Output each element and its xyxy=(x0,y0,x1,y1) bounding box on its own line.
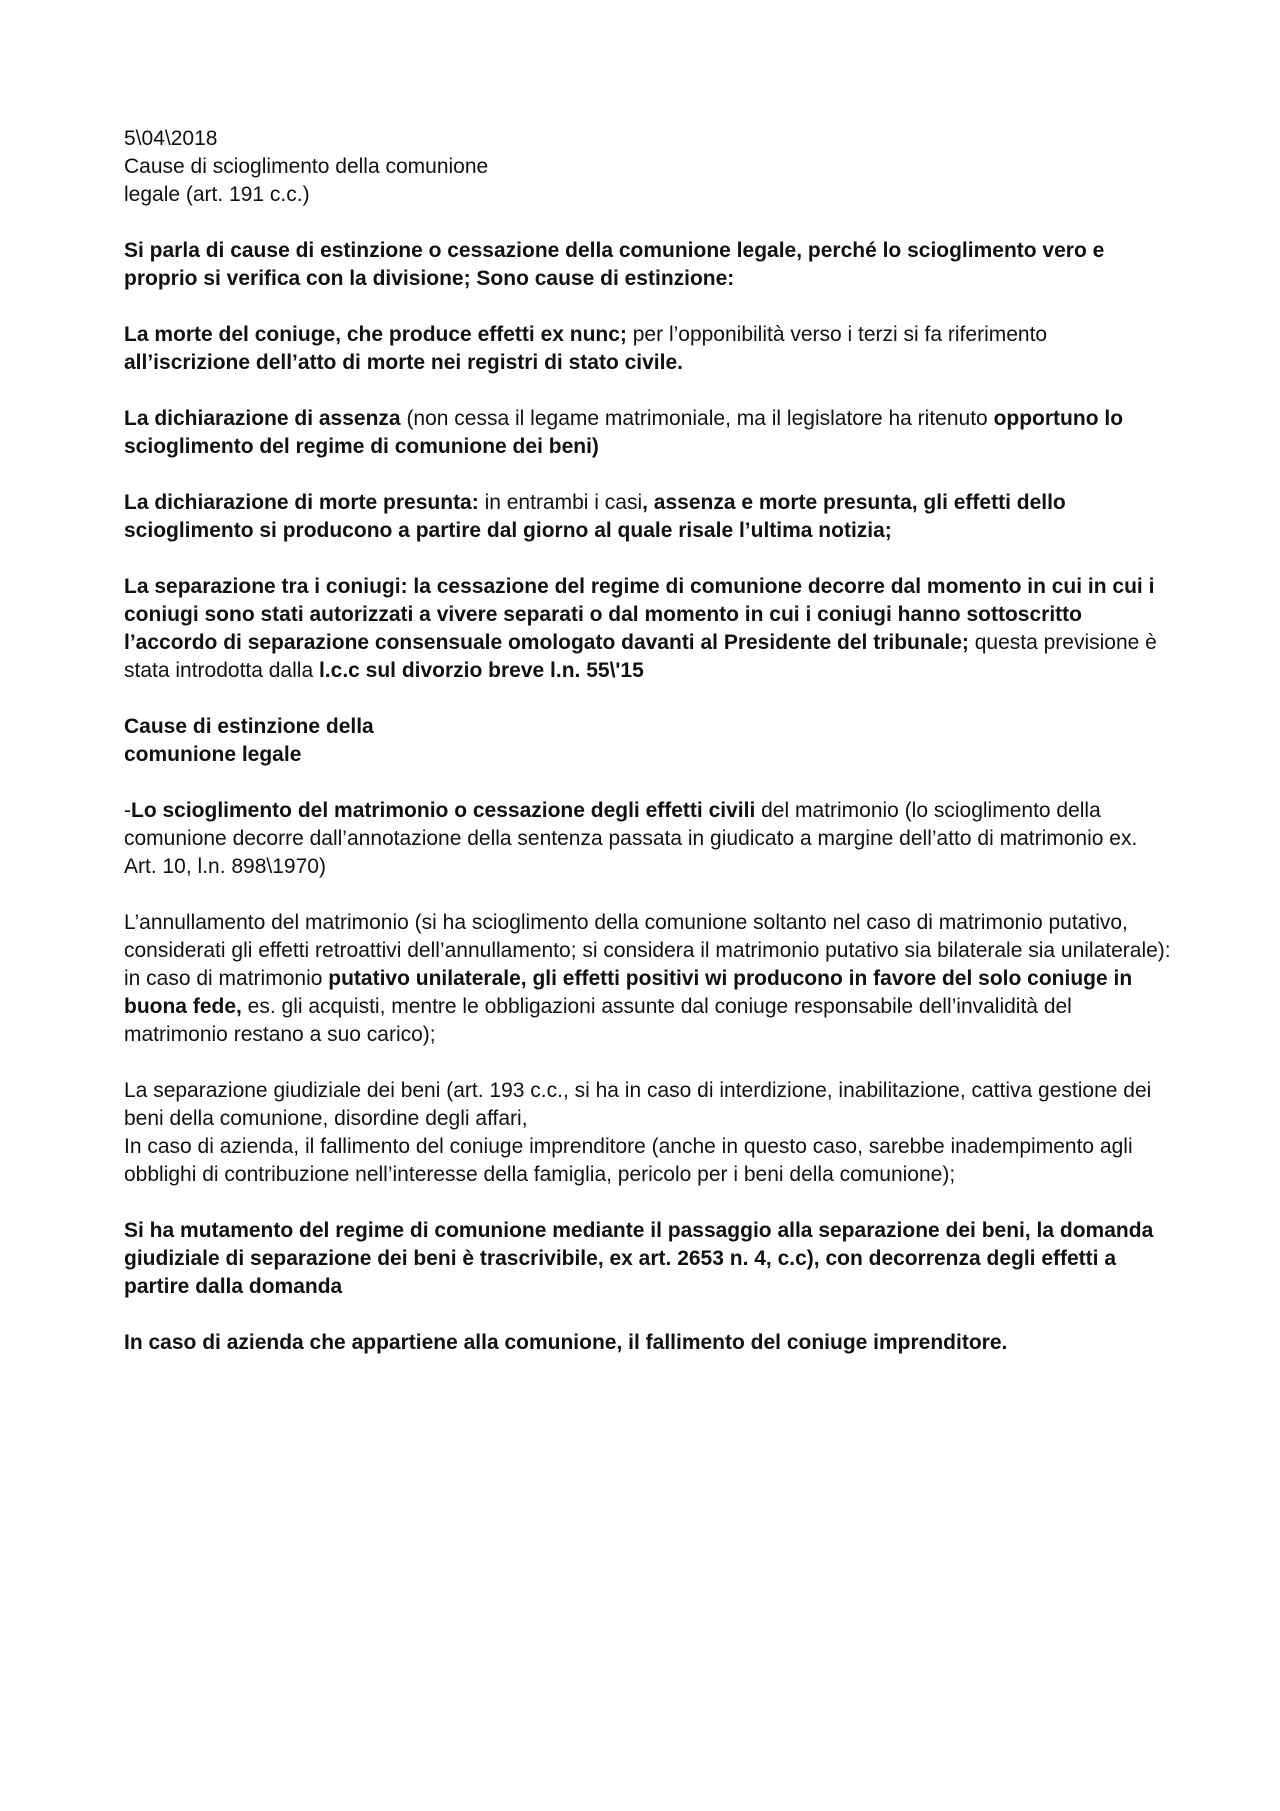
document-date: 5\04\2018 xyxy=(124,127,218,150)
section-title-line1: Cause di estinzione della xyxy=(124,715,374,738)
document-header xyxy=(124,125,1174,209)
paragraph-morte-presunta xyxy=(124,489,1174,545)
document-title-line1: Cause di scioglimento della comunione xyxy=(124,155,489,178)
paragraph-azienda: In caso di azienda che appartiene alla comunione, il fallimento del coniuge imprenditore. xyxy=(124,1331,1008,1354)
section-heading xyxy=(124,713,1174,769)
morte-presunta-bold-b: , assenza e morte presunta, gli effetti dello scioglimento si producono a partire dal giorno al quale risale l’ultima notizia; xyxy=(124,491,1066,542)
paragraph-morte-coniuge xyxy=(124,321,1174,377)
section-title-line2: comunione legale xyxy=(124,743,302,766)
separazione-coniugi-bold-b: l.c.c sul divorzio breve l.n. 55\'15 xyxy=(318,659,644,682)
separazione-giudiziale-line1: La separazione giudiziale dei beni (art. 193 c.c., si ha in caso di interdizione, inabilitazione, cattiva gestione dei beni della comunione, disordine degli affari, xyxy=(124,1079,1152,1130)
paragraph-annullamento xyxy=(124,909,1174,1049)
intro-paragraph: Si parla di cause di estinzione o cessazione della comunione legale, perché lo scioglimento vero e proprio si verifica con la divisione; Sono cause di estinzione: xyxy=(124,239,1105,290)
assenza-normal-a: (non cessa il legame matrimoniale, ma il legislatore ha ritenuto xyxy=(400,407,994,430)
scioglimento-normal-b: del matrimonio (lo scioglimento della comunione decorre dall’annotazione della sentenza passata in giudicato a margine dell’atto di matrimonio ex. Art. 10, l.n. 898\1970) xyxy=(124,799,1138,878)
scioglimento-bold-a: Lo scioglimento del matrimonio o cessazione degli effetti civili xyxy=(131,799,756,822)
separazione-coniugi-bold-a: La separazione tra i coniugi: la cessazione del regime di comunione decorre dal momento in cui in cui i coniugi sono stati autorizzati a vivere separati o dal momento in cui i coniugi hanno sottoscritto l’accordo di separazione consensuale omologato davanti al Presidente del tribunale; xyxy=(124,575,1155,654)
annullamento-normal-b: es. gli acquisti, mentre le obbligazioni assunte dal coniuge responsabile dell’invalidità del matrimonio restano a suo carico); xyxy=(124,995,1072,1046)
separazione-giudiziale-line2: In caso di azienda, il fallimento del coniuge imprenditore (anche in questo caso, sarebbe inadempimento agli obblighi di contribuzione nell’interesse della famiglia, pericolo per i beni della comunione); xyxy=(124,1135,1133,1186)
assenza-bold-a: La dichiarazione di assenza xyxy=(124,407,401,430)
annullamento-bold-a: putativo unilaterale, gli effetti positivi wi producono in favore del solo coniuge in buona fede, xyxy=(124,967,1133,1018)
assenza-bold-b: opportuno lo scioglimento del regime di comunione dei beni) xyxy=(124,407,1124,458)
scioglimento-normal-a: - xyxy=(124,799,131,822)
paragraph-mutamento: Si ha mutamento del regime di comunione mediante il passaggio alla separazione dei beni, la domanda giudiziale di separazione dei beni è trascrivibile, ex art. 2653 n. 4, c.c), con decorrenza degli effetti a partire dalla domanda xyxy=(124,1219,1154,1298)
morte-bold-a: La morte del coniuge, che produce effetti ex nunc; xyxy=(124,323,627,346)
morte-normal-a: per l’opponibilità verso i terzi si fa riferimento xyxy=(626,323,1048,346)
paragraph-scioglimento-matrimonio xyxy=(124,797,1174,881)
morte-bold-b: all’iscrizione dell’atto di morte nei registri di stato civile. xyxy=(124,351,683,374)
paragraph-separazione-coniugi xyxy=(124,573,1174,685)
paragraph-assenza xyxy=(124,405,1174,461)
paragraph-separazione-giudiziale xyxy=(124,1077,1174,1189)
morte-presunta-normal-a: in entrambi i casi xyxy=(478,491,643,514)
morte-presunta-bold-a: La dichiarazione di morte presunta: xyxy=(124,491,479,514)
document-body xyxy=(124,125,1174,1385)
annullamento-normal-a: L’annullamento del matrimonio (si ha scioglimento della comunione soltanto nel caso di matrimonio putativo, considerati gli effetti retroattivi dell’annullamento; si considera il matrimonio putativo sia bilaterale sia unilaterale): in caso di matrimonio xyxy=(124,911,1171,990)
separazione-coniugi-normal-a: questa previsione è stata introdotta dalla xyxy=(124,631,1157,682)
document-title-line2: legale (art. 191 c.c.) xyxy=(124,183,310,206)
